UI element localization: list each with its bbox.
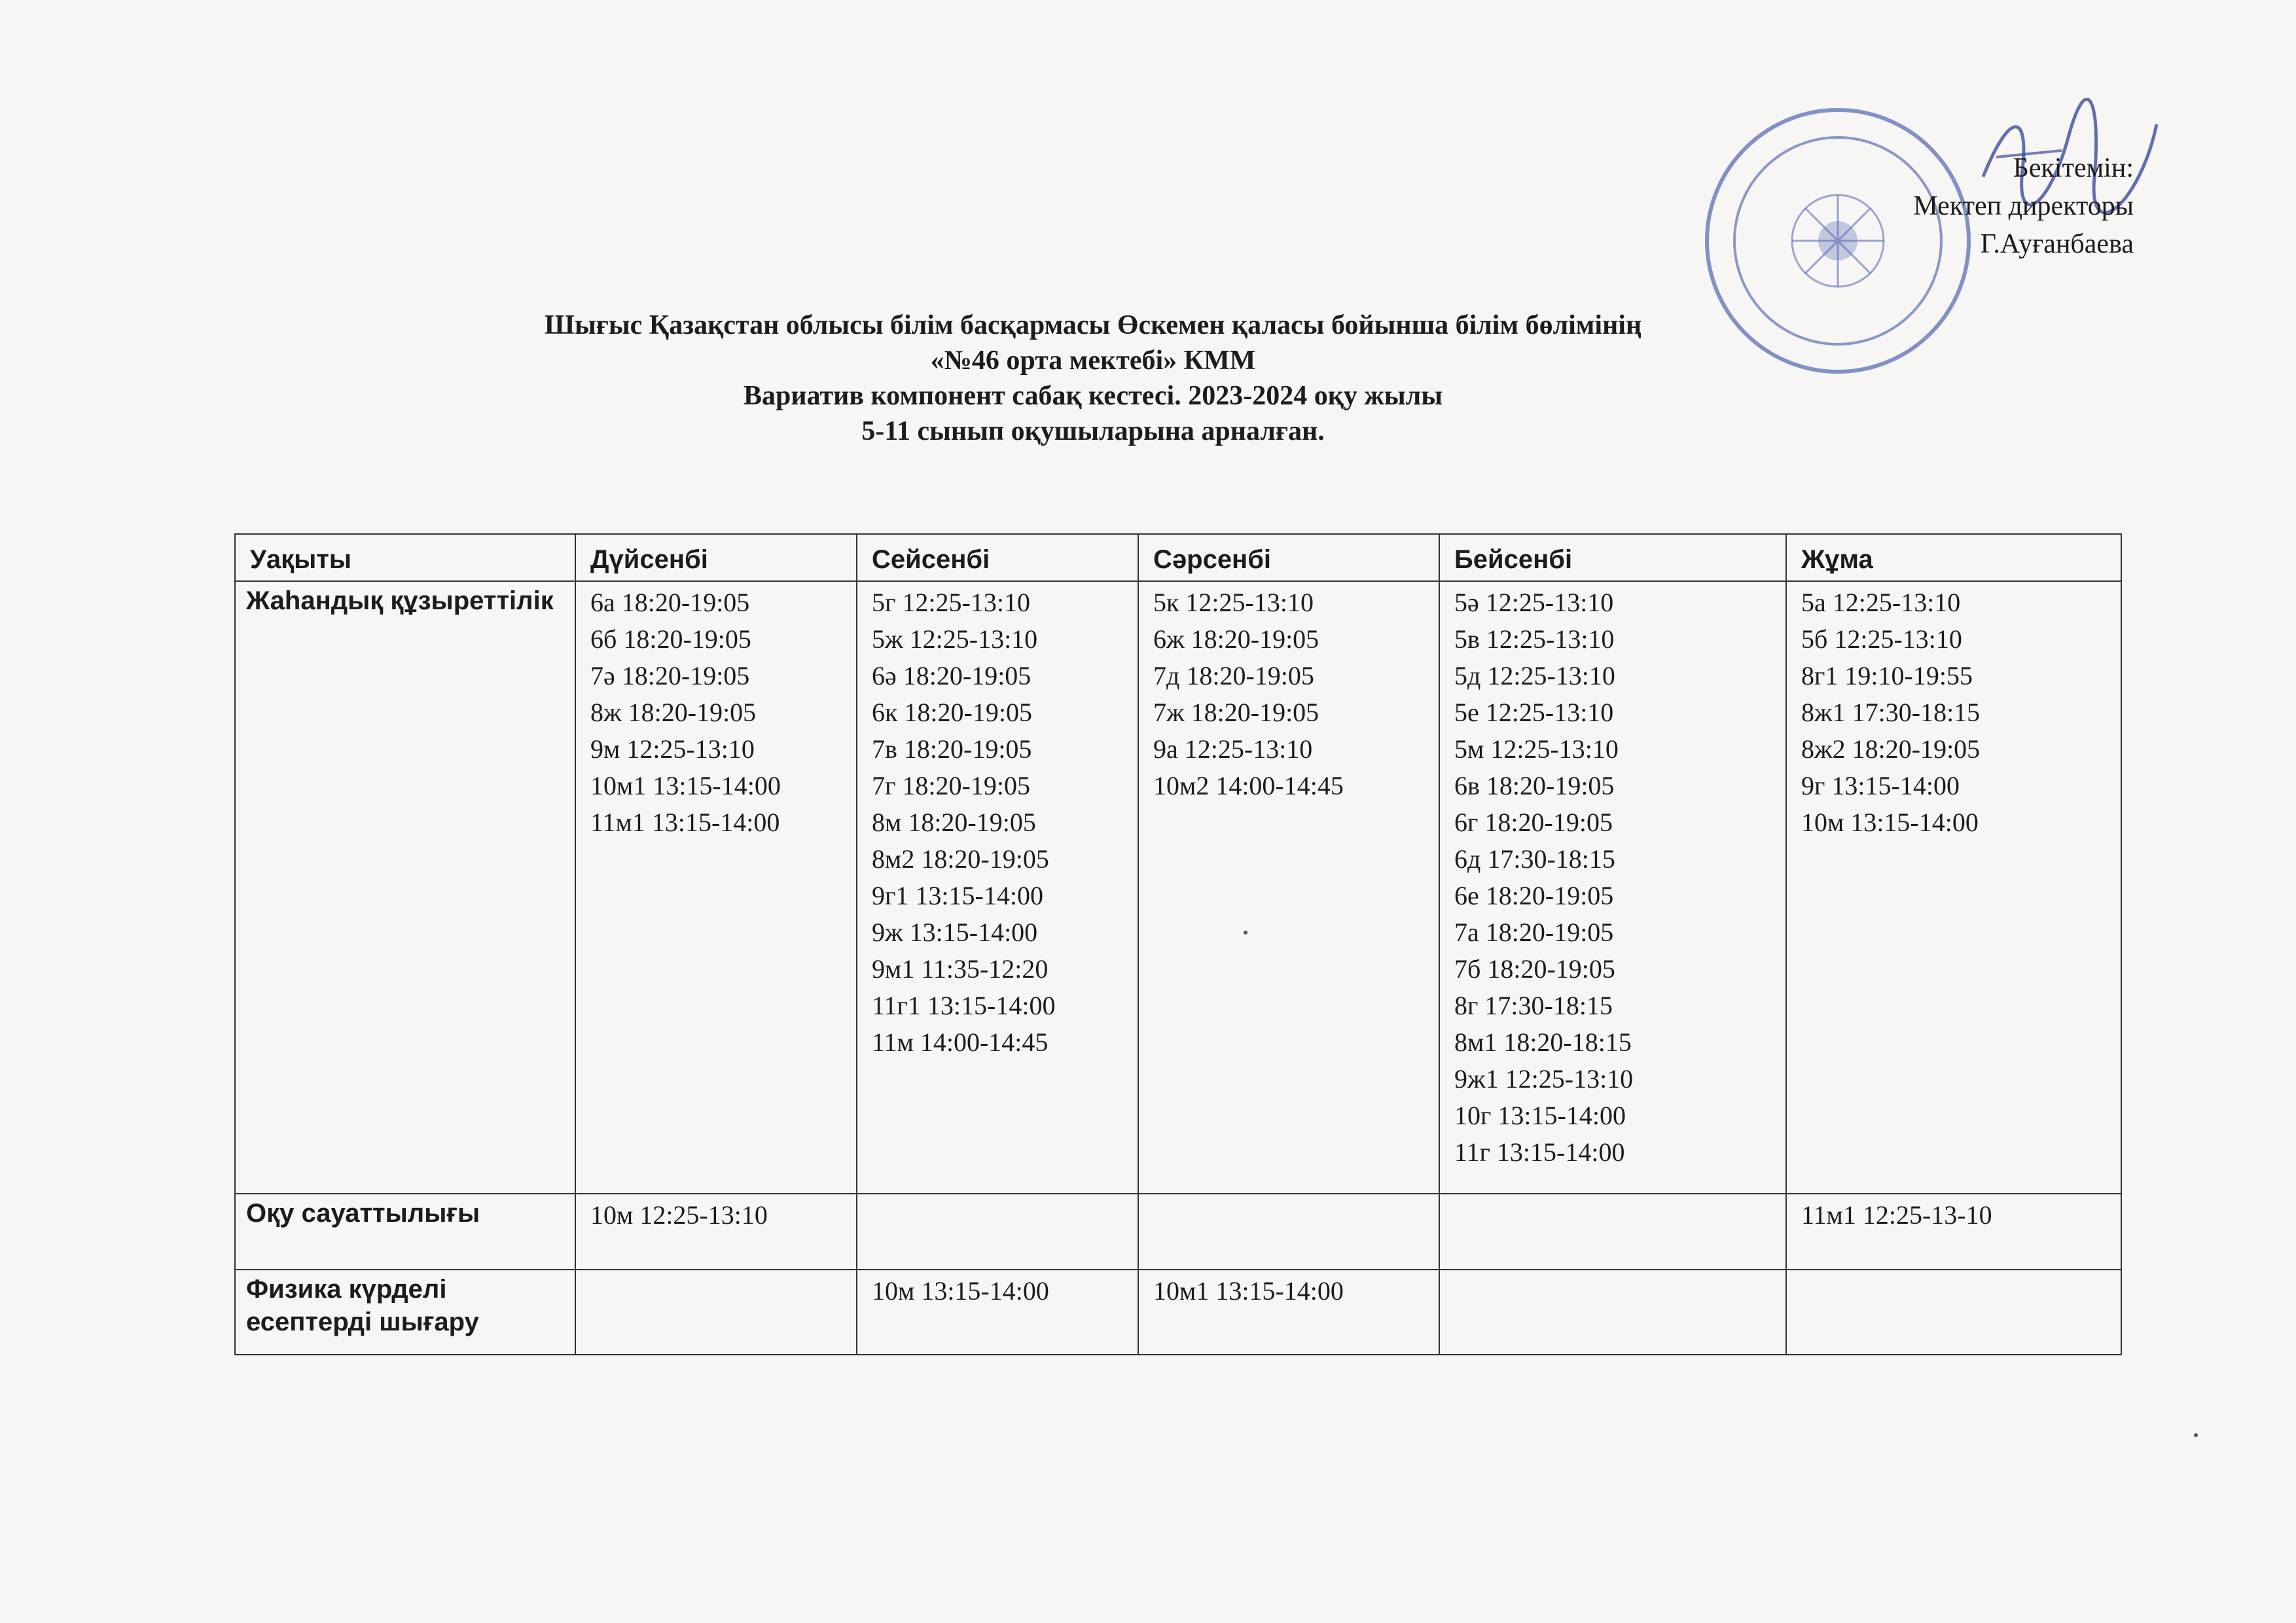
class-slot: 9г 13:15-14:00	[1801, 771, 1960, 800]
class-slot: 10м1 13:15-14:00	[1153, 1276, 1344, 1306]
title-line-3: Вариатив компонент сабақ кестесі. 2023-2024 оқу жылы	[743, 381, 1443, 411]
approval-line-3: Г.Ауғанбаева	[1980, 229, 2134, 259]
subject-label: Физика күрделі есептерді шығару	[235, 1270, 575, 1355]
class-slot: 6г 18:20-19:05	[1454, 808, 1613, 837]
subject-label: Оқу сауаттылығы	[235, 1194, 575, 1270]
approval-line-2: Мектеп директоры	[1913, 191, 2134, 221]
class-slot: 9ж1 12:25-13:10	[1454, 1064, 1634, 1094]
class-slot: 10м 13:15-14:00	[872, 1276, 1049, 1306]
class-slot: 11м 14:00-14:45	[872, 1027, 1049, 1057]
day-cell	[1138, 581, 1439, 1194]
header-monday: Дүйсенбі	[575, 534, 857, 581]
approval-block	[1767, 149, 2134, 263]
day-cell	[575, 581, 857, 1194]
class-slot: 11г 13:15-14:00	[1454, 1137, 1625, 1167]
title-line-2: «№46 орта мектебі» КММ	[930, 346, 1256, 376]
class-slot: 11м1 13:15-14:00	[590, 808, 780, 837]
class-slot: 7в 18:20-19:05	[872, 734, 1032, 764]
class-slot: 8ж2 18:20-19:05	[1801, 734, 1981, 764]
class-slot: 9ж 13:15-14:00	[872, 918, 1038, 947]
class-slot: 6к 18:20-19:05	[872, 698, 1032, 727]
class-slot: 5б 12:25-13:10	[1801, 624, 1962, 654]
class-slot: 10г 13:15-14:00	[1454, 1101, 1626, 1130]
class-slot: 8г 17:30-18:15	[1454, 991, 1613, 1020]
class-slot: 10м 12:25-13:10	[590, 1200, 768, 1230]
class-slot: 8г1 19:10-19:55	[1801, 661, 1973, 690]
class-slot: 11г1 13:15-14:00	[872, 991, 1056, 1020]
class-slot: 6б 18:20-19:05	[590, 624, 751, 654]
class-slot: 5а 12:25-13:10	[1801, 588, 1961, 617]
day-cell	[575, 1270, 857, 1355]
class-slot: 5ә 12:25-13:10	[1454, 588, 1614, 617]
class-slot: 7д 18:20-19:05	[1153, 661, 1314, 690]
day-cell	[857, 1270, 1138, 1355]
scan-speck	[2194, 1433, 2198, 1437]
header-friday: Жұма	[1786, 534, 2121, 581]
day-cell	[1439, 581, 1786, 1194]
title-line-1: Шығыс Қазақстан облысы білім басқармасы Өскемен қаласы бойынша білім бөлімінің	[544, 310, 1642, 340]
day-cell	[1786, 1194, 2121, 1270]
class-slot: 6е 18:20-19:05	[1454, 881, 1614, 910]
class-slot: 8м1 18:20-18:15	[1454, 1027, 1632, 1057]
table-row	[235, 1270, 2121, 1355]
class-slot: 6д 17:30-18:15	[1454, 844, 1615, 874]
day-cell	[1439, 1194, 1786, 1270]
table-row	[235, 581, 2121, 1194]
class-slot: 10м2 14:00-14:45	[1153, 771, 1344, 800]
class-slot: 10м 13:15-14:00	[1801, 808, 1979, 837]
header-thursday: Бейсенбі	[1439, 534, 1786, 581]
scan-speck	[1244, 931, 1247, 935]
class-slot: 11м1 12:25-13-10	[1801, 1200, 1992, 1230]
document-title	[236, 308, 1950, 449]
day-cell	[575, 1194, 857, 1270]
class-slot: 5ж 12:25-13:10	[872, 624, 1038, 654]
class-slot: 9а 12:25-13:10	[1153, 734, 1313, 764]
class-slot: 9м 12:25-13:10	[590, 734, 755, 764]
day-cell	[1138, 1270, 1439, 1355]
day-cell	[1786, 1270, 2121, 1355]
class-slot: 6ж 18:20-19:05	[1153, 624, 1319, 654]
table-row	[235, 1194, 2121, 1270]
class-slot: 6а 18:20-19:05	[590, 588, 750, 617]
class-slot: 5е 12:25-13:10	[1454, 698, 1614, 727]
title-line-4: 5-11 сынып оқушыларына арналған.	[861, 416, 1325, 446]
class-slot: 7ж 18:20-19:05	[1153, 698, 1319, 727]
class-slot: 7а 18:20-19:05	[1454, 918, 1614, 947]
class-slot: 6ә 18:20-19:05	[872, 661, 1031, 690]
class-slot: 5к 12:25-13:10	[1153, 588, 1314, 617]
class-slot: 8ж1 17:30-18:15	[1801, 698, 1981, 727]
class-slot: 5в 12:25-13:10	[1454, 624, 1615, 654]
class-slot: 7ә 18:20-19:05	[590, 661, 750, 690]
class-slot: 5г 12:25-13:10	[872, 588, 1030, 617]
approval-line-1: Бекітемін:	[2013, 153, 2134, 183]
day-cell	[1138, 1194, 1439, 1270]
day-cell	[857, 581, 1138, 1194]
class-slot: 5д 12:25-13:10	[1454, 661, 1615, 690]
header-tuesday: Сейсенбі	[857, 534, 1138, 581]
class-slot: 8м2 18:20-19:05	[872, 844, 1049, 874]
class-slot: 7б 18:20-19:05	[1454, 954, 1615, 984]
schedule-table	[234, 533, 2122, 1355]
class-slot: 8м 18:20-19:05	[872, 808, 1036, 837]
header-time: Уақыты	[235, 534, 575, 581]
class-slot: 5м 12:25-13:10	[1454, 734, 1619, 764]
day-cell	[1439, 1270, 1786, 1355]
class-slot: 9г1 13:15-14:00	[872, 881, 1043, 910]
class-slot: 8ж 18:20-19:05	[590, 698, 757, 727]
class-slot: 9м1 11:35-12:20	[872, 954, 1049, 984]
header-row	[235, 534, 2121, 581]
header-wednesday: Сәрсенбі	[1138, 534, 1439, 581]
class-slot: 7г 18:20-19:05	[872, 771, 1030, 800]
class-slot: 6в 18:20-19:05	[1454, 771, 1615, 800]
class-slot: 10м1 13:15-14:00	[590, 771, 781, 800]
day-cell	[1786, 581, 2121, 1194]
subject-label: Жаһандық құзыреттілік	[235, 581, 575, 1194]
day-cell	[857, 1194, 1138, 1270]
